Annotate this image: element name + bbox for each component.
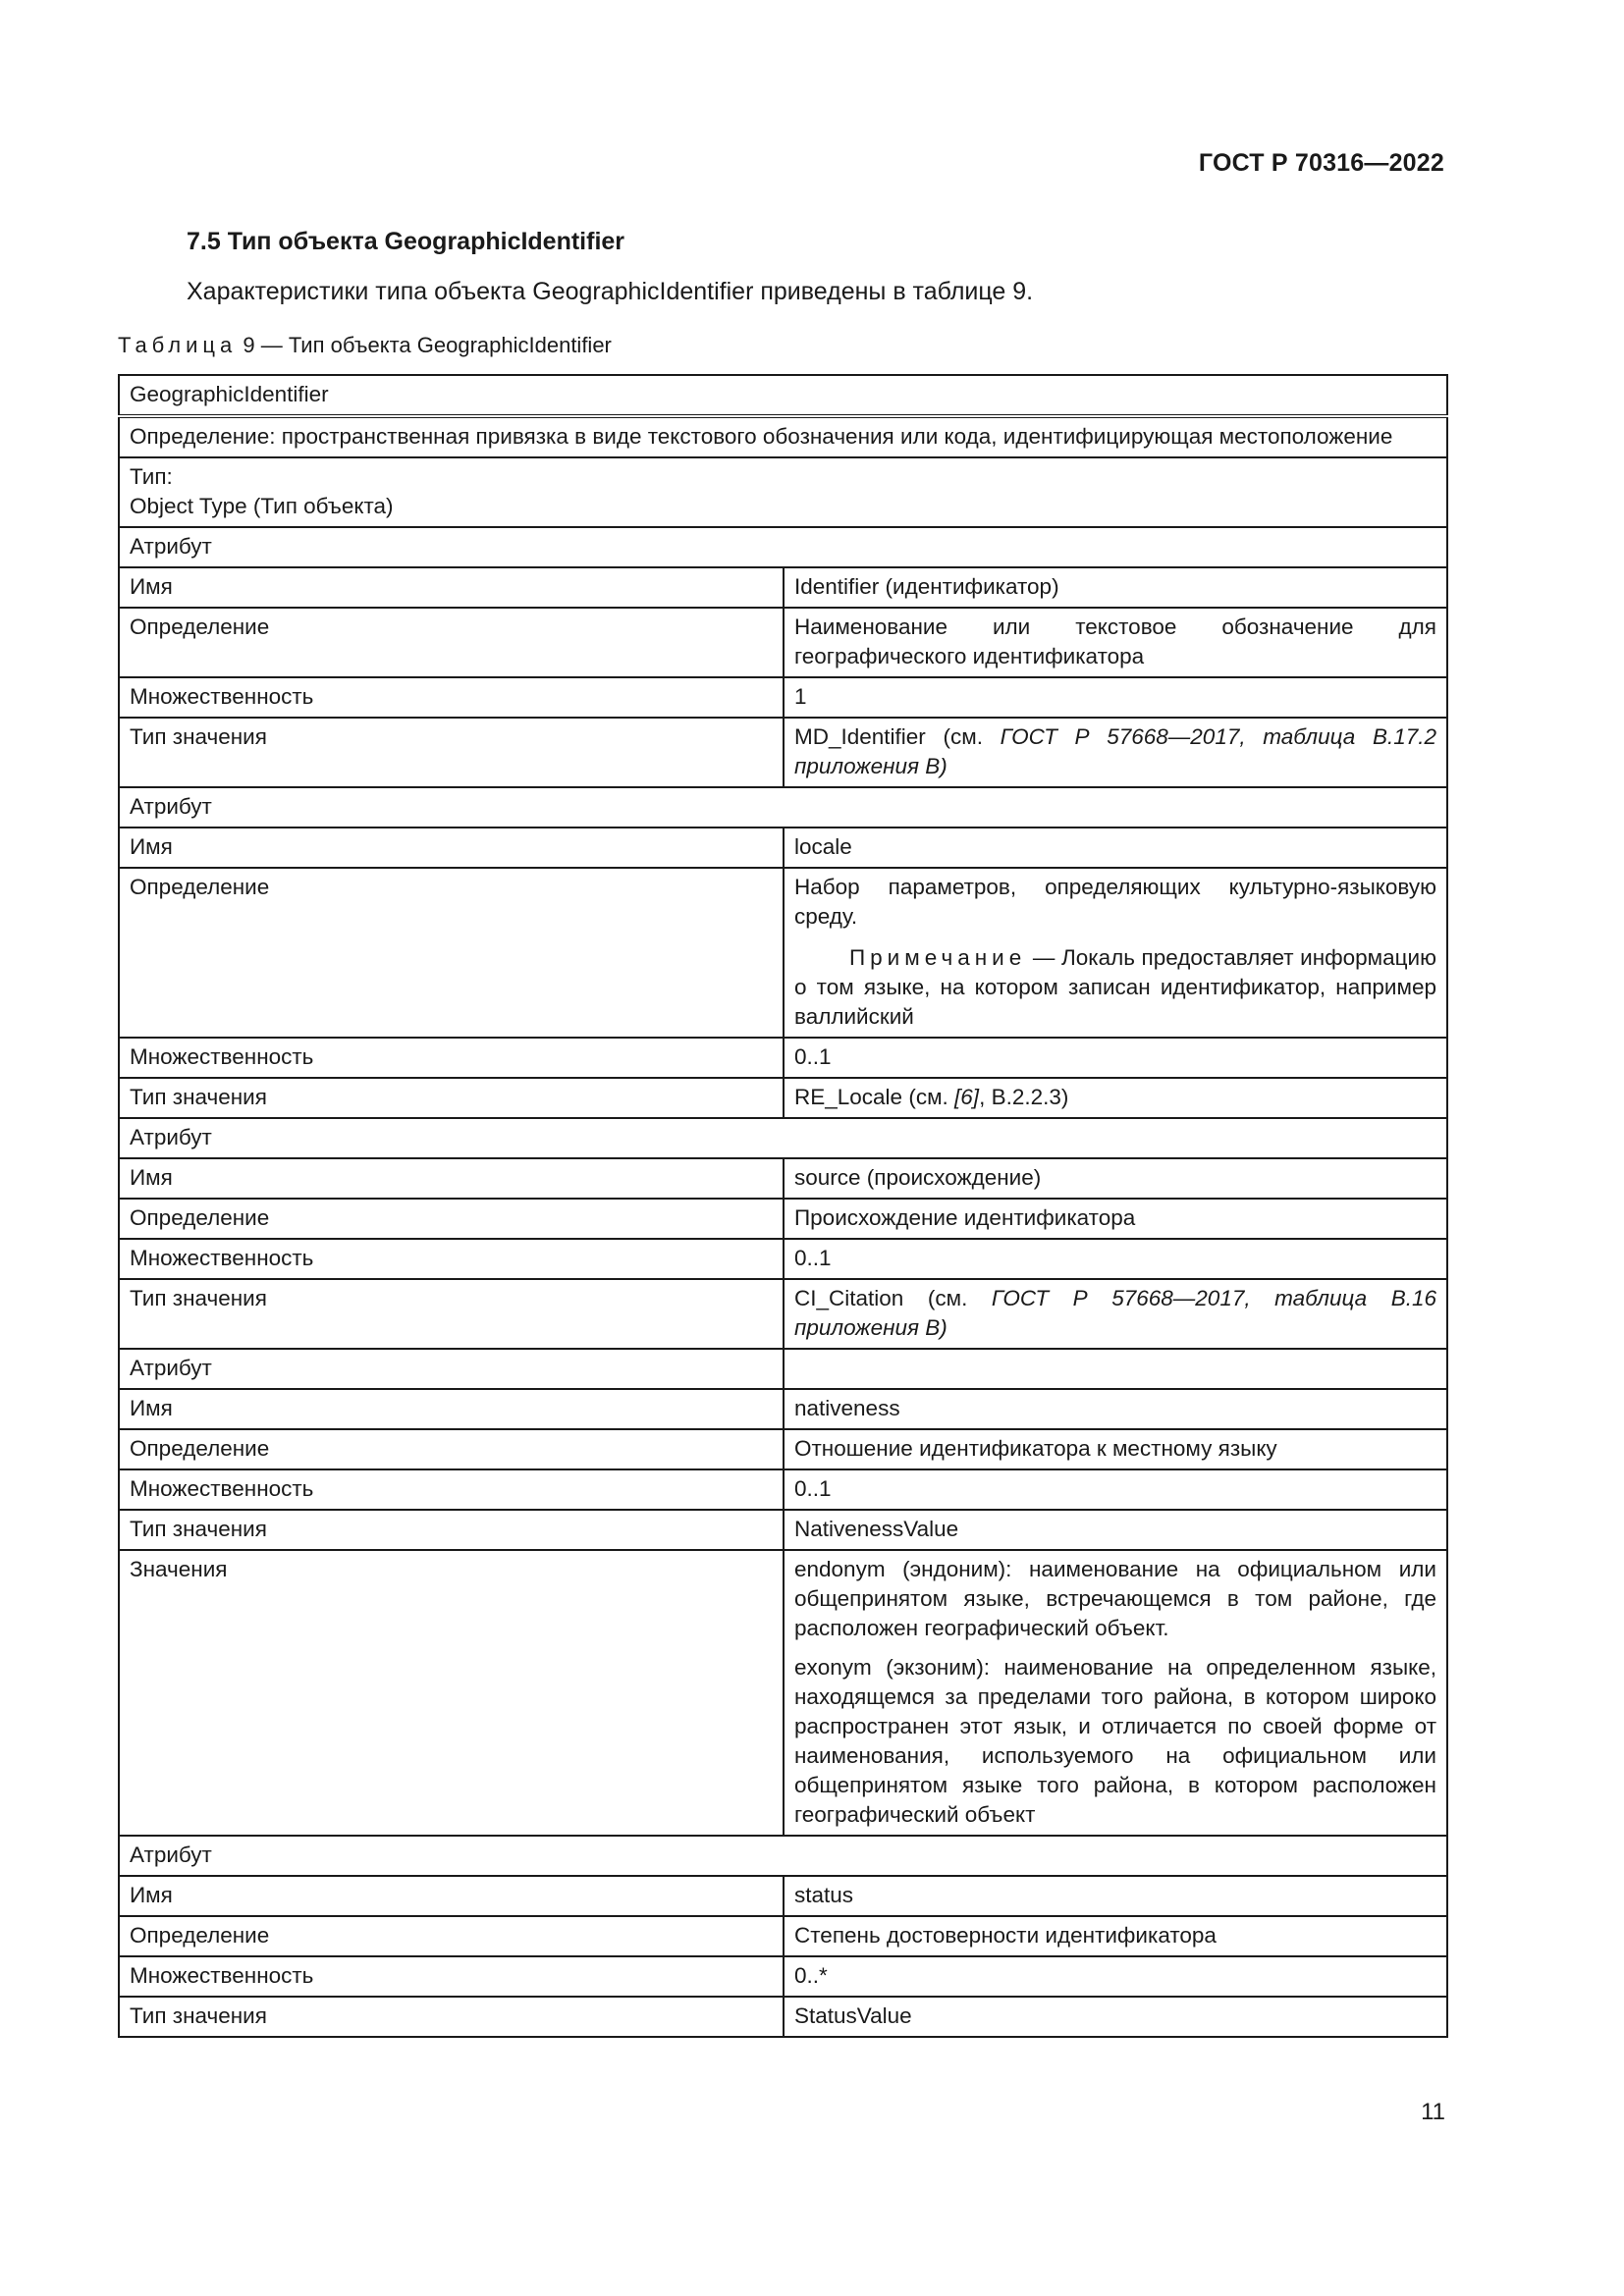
- row-value-cell: Наименование или текстовое обозначение для географического идентификатора: [784, 608, 1447, 677]
- attribute-label-cell: Атрибут: [119, 527, 1447, 567]
- table-row: [119, 1997, 1447, 2037]
- table-row: [119, 1038, 1447, 1078]
- table-row: [119, 1118, 1447, 1158]
- table-row: [119, 1199, 1447, 1239]
- table-row: [119, 1510, 1447, 1550]
- row-value-cell: source (происхождение): [784, 1158, 1447, 1199]
- row-label-cell: Тип значения: [119, 718, 784, 787]
- row-value-cell: locale: [784, 828, 1447, 868]
- value-exonym: exonym (экзоним): наименование на определенном языке, находящемся за пределами того района, в котором широко распространен этот язык, и отличается по своей форме от наименования, используемого на официальном или общепринятом языке того района, в котором расположен географический объект: [794, 1655, 1436, 1827]
- row-label-cell: Множественность: [119, 1469, 784, 1510]
- row-value-cell: 0..1: [784, 1239, 1447, 1279]
- table-head-cell: GeographicIdentifier: [119, 375, 1447, 416]
- row-value-cell: StatusValue: [784, 1997, 1447, 2037]
- value-type-text: RE_Locale (см.: [794, 1085, 955, 1109]
- note-text: — Локаль предоставляет информацию о том языке, на котором записан идентификатор, например валлийский: [794, 945, 1436, 1029]
- row-label-cell: Имя: [119, 567, 784, 608]
- table-row: [119, 1078, 1447, 1118]
- row-label-cell: Тип значения: [119, 1997, 784, 2037]
- row-label-cell: Множественность: [119, 677, 784, 718]
- row-label-cell: Определение: [119, 868, 784, 1038]
- value-type-text: CI_Citation (см.: [794, 1286, 992, 1310]
- intro-paragraph: Характеристики типа объекта GeographicIdentifier приведены в таблице 9.: [187, 278, 1034, 305]
- row-value-cell: [784, 868, 1447, 1038]
- row-label-cell: Имя: [119, 1389, 784, 1429]
- row-value-cell: Степень достоверности идентификатора: [784, 1916, 1447, 1956]
- row-label-cell: Множественность: [119, 1038, 784, 1078]
- row-label-cell: Имя: [119, 1158, 784, 1199]
- table-row: [119, 1469, 1447, 1510]
- table-row: [119, 527, 1447, 567]
- row-label-cell: Определение: [119, 1199, 784, 1239]
- value-endonym: endonym (эндоним): наименование на официальном или общепринятом языке, встречающемся в том районе, где расположен географический объект.: [794, 1557, 1436, 1640]
- document-code: ГОСТ Р 70316—2022: [1198, 149, 1444, 177]
- row-value-cell: nativeness: [784, 1389, 1447, 1429]
- row-value-cell: [784, 1279, 1447, 1349]
- row-label-cell: Определение: [119, 1429, 784, 1469]
- row-label-cell: Множественность: [119, 1239, 784, 1279]
- row-value-cell: [784, 1078, 1447, 1118]
- definition-text: Набор параметров, определяющих культурно-языковую среду.: [794, 875, 1436, 929]
- table-row: [119, 567, 1447, 608]
- table-row: [119, 1158, 1447, 1199]
- table-caption: [118, 333, 612, 358]
- row-value-cell: 1: [784, 677, 1447, 718]
- table-caption-label: Таблица: [118, 333, 238, 357]
- page-number: 11: [1421, 2099, 1445, 2125]
- note-label: Примечание: [849, 945, 1027, 970]
- row-value-cell: [784, 1550, 1447, 1836]
- table-row: [119, 1836, 1447, 1876]
- table-row: [119, 1956, 1447, 1997]
- row-label-cell: Тип значения: [119, 1078, 784, 1118]
- table-row: [119, 868, 1447, 1038]
- table-row: [119, 787, 1447, 828]
- attribute-label-cell: Атрибут: [119, 1836, 1447, 1876]
- attribute-label-cell: Атрибут: [119, 787, 1447, 828]
- row-label-cell: Значения: [119, 1550, 784, 1836]
- object-definition-cell: Определение: пространственная привязка в виде текстового обозначения или кода, идентифицирующая местоположение: [119, 416, 1447, 457]
- value-type-reference: ГОСТ Р 57668—2017, таблица В.16 приложения В): [794, 1286, 1436, 1340]
- row-label-cell: Имя: [119, 1876, 784, 1916]
- table-row: [119, 1239, 1447, 1279]
- value-type-reference: ГОСТ Р 57668—2017, таблица В.17.2 приложения В): [794, 724, 1436, 778]
- row-label-cell: Тип значения: [119, 1279, 784, 1349]
- table-row: [119, 457, 1447, 527]
- table-row: [119, 608, 1447, 677]
- table-row: [119, 828, 1447, 868]
- table-row: [119, 677, 1447, 718]
- table-row: [119, 1916, 1447, 1956]
- table-caption-text: 9 — Тип объекта GeographicIdentifier: [237, 333, 612, 357]
- table-row: [119, 416, 1447, 457]
- value-type-text: MD_Identifier (см.: [794, 724, 1001, 749]
- row-value-cell: Identifier (идентификатор): [784, 567, 1447, 608]
- table-row: [119, 718, 1447, 787]
- row-value-cell: 0..*: [784, 1956, 1447, 1997]
- table-row: [119, 1279, 1447, 1349]
- row-label-cell: Имя: [119, 828, 784, 868]
- table-row: [119, 1550, 1447, 1836]
- table-row: [119, 1389, 1447, 1429]
- row-value-cell: 0..1: [784, 1469, 1447, 1510]
- row-value-cell: 0..1: [784, 1038, 1447, 1078]
- row-label-cell: Определение: [119, 1916, 784, 1956]
- row-value-cell: NativenessValue: [784, 1510, 1447, 1550]
- row-value-cell: [784, 718, 1447, 787]
- value-type-text-end: , B.2.2.3): [979, 1085, 1069, 1109]
- row-value-cell: Отношение идентификатора к местному языку: [784, 1429, 1447, 1469]
- row-label-cell: Множественность: [119, 1956, 784, 1997]
- note: [794, 943, 1436, 1032]
- object-type-cell: [119, 457, 1447, 527]
- row-value-cell: status: [784, 1876, 1447, 1916]
- row-label-cell: Тип значения: [119, 1510, 784, 1550]
- attributes-table: [118, 374, 1448, 2038]
- table-row: [119, 375, 1447, 416]
- empty-cell: [784, 1349, 1447, 1389]
- row-label-cell: Определение: [119, 608, 784, 677]
- attribute-label-cell: Атрибут: [119, 1349, 784, 1389]
- type-label: Тип:: [130, 464, 173, 489]
- table-row: [119, 1876, 1447, 1916]
- table-row: [119, 1429, 1447, 1469]
- row-value-cell: Происхождение идентификатора: [784, 1199, 1447, 1239]
- attribute-label-cell: Атрибут: [119, 1118, 1447, 1158]
- value-type-reference: [6]: [954, 1085, 980, 1109]
- type-value: Object Type (Тип объекта): [130, 494, 394, 518]
- table-row: [119, 1349, 1447, 1389]
- section-title: 7.5 Тип объекта GeographicIdentifier: [187, 228, 625, 255]
